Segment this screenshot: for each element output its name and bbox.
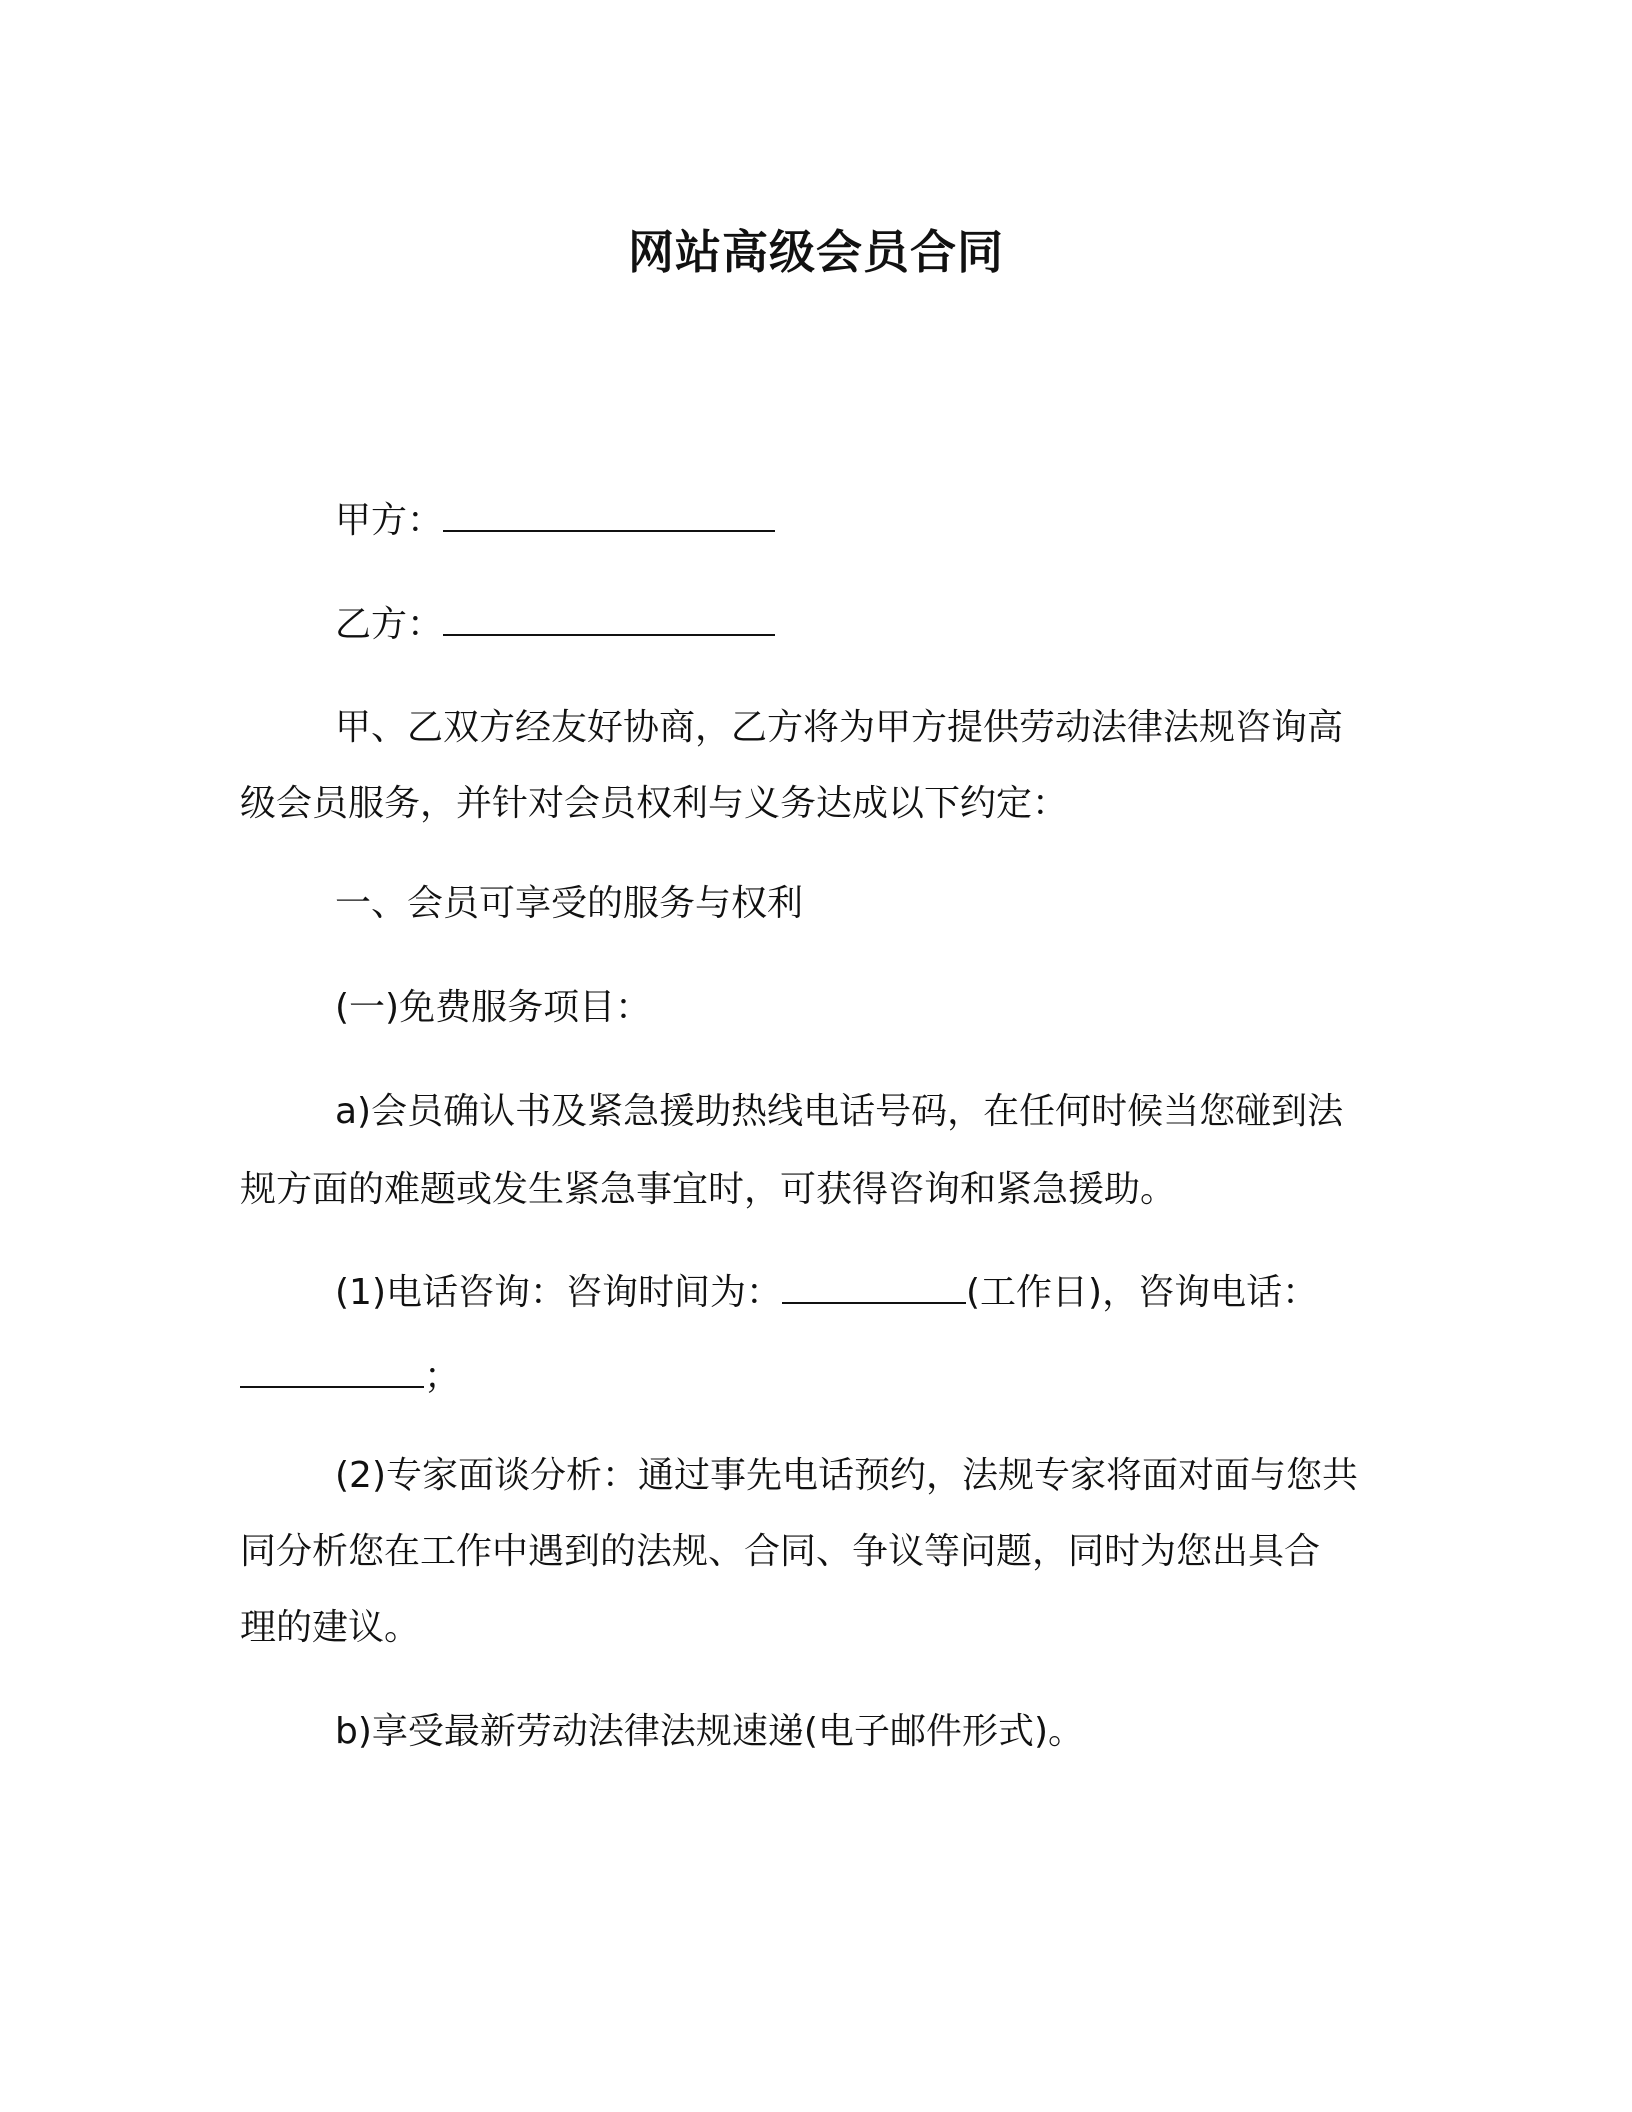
party-a-blank[interactable] bbox=[443, 496, 775, 532]
party-a-label: 甲方： bbox=[335, 500, 444, 541]
intro-line-2: 级会员服务，并针对会员权利与义务达成以下约定： bbox=[240, 783, 1069, 824]
phone-number-line bbox=[240, 1352, 1400, 1401]
expert-line-1: (2)专家面谈分析：通过事先电话预约，法规专家将面对面与您共 bbox=[335, 1455, 1358, 1496]
party-b-label: 乙方： bbox=[335, 604, 444, 645]
expert-line-3: 理的建议。 bbox=[240, 1607, 421, 1648]
section-1-heading: 一、会员可享受的服务与权利 bbox=[335, 883, 804, 924]
party-b-blank[interactable] bbox=[443, 600, 775, 636]
item-a-line-1: a)会员确认书及紧急援助热线电话号码，在任何时候当您碰到法 bbox=[335, 1091, 1344, 1132]
consult-time-blank[interactable] bbox=[782, 1268, 966, 1304]
phone-consult-line bbox=[335, 1268, 1495, 1317]
consult-phone-blank[interactable] bbox=[240, 1352, 424, 1388]
item-a-line-2: 规方面的难题或发生紧急事宜时，可获得咨询和紧急援助。 bbox=[240, 1169, 1177, 1210]
phone-consult-middle: (工作日)，咨询电话： bbox=[966, 1272, 1319, 1313]
party-b-line bbox=[335, 600, 1495, 649]
expert-line-2: 同分析您在工作中遇到的法规、合同、争议等问题，同时为您出具合 bbox=[240, 1531, 1321, 1572]
party-a-line bbox=[335, 496, 1495, 545]
phone-number-end: ； bbox=[424, 1356, 461, 1397]
intro-line-1: 甲、乙双方经友好协商，乙方将为甲方提供劳动法律法规咨询高 bbox=[335, 707, 1344, 748]
subsection-1-heading: (一)免费服务项目： bbox=[335, 987, 652, 1028]
phone-consult-prefix: (1)电话咨询：咨询时间为： bbox=[335, 1272, 782, 1313]
document-title: 网站高级会员合同 bbox=[628, 225, 1004, 279]
item-b-line: b)享受最新劳动法律法规速递(电子邮件形式)。 bbox=[335, 1711, 1084, 1752]
